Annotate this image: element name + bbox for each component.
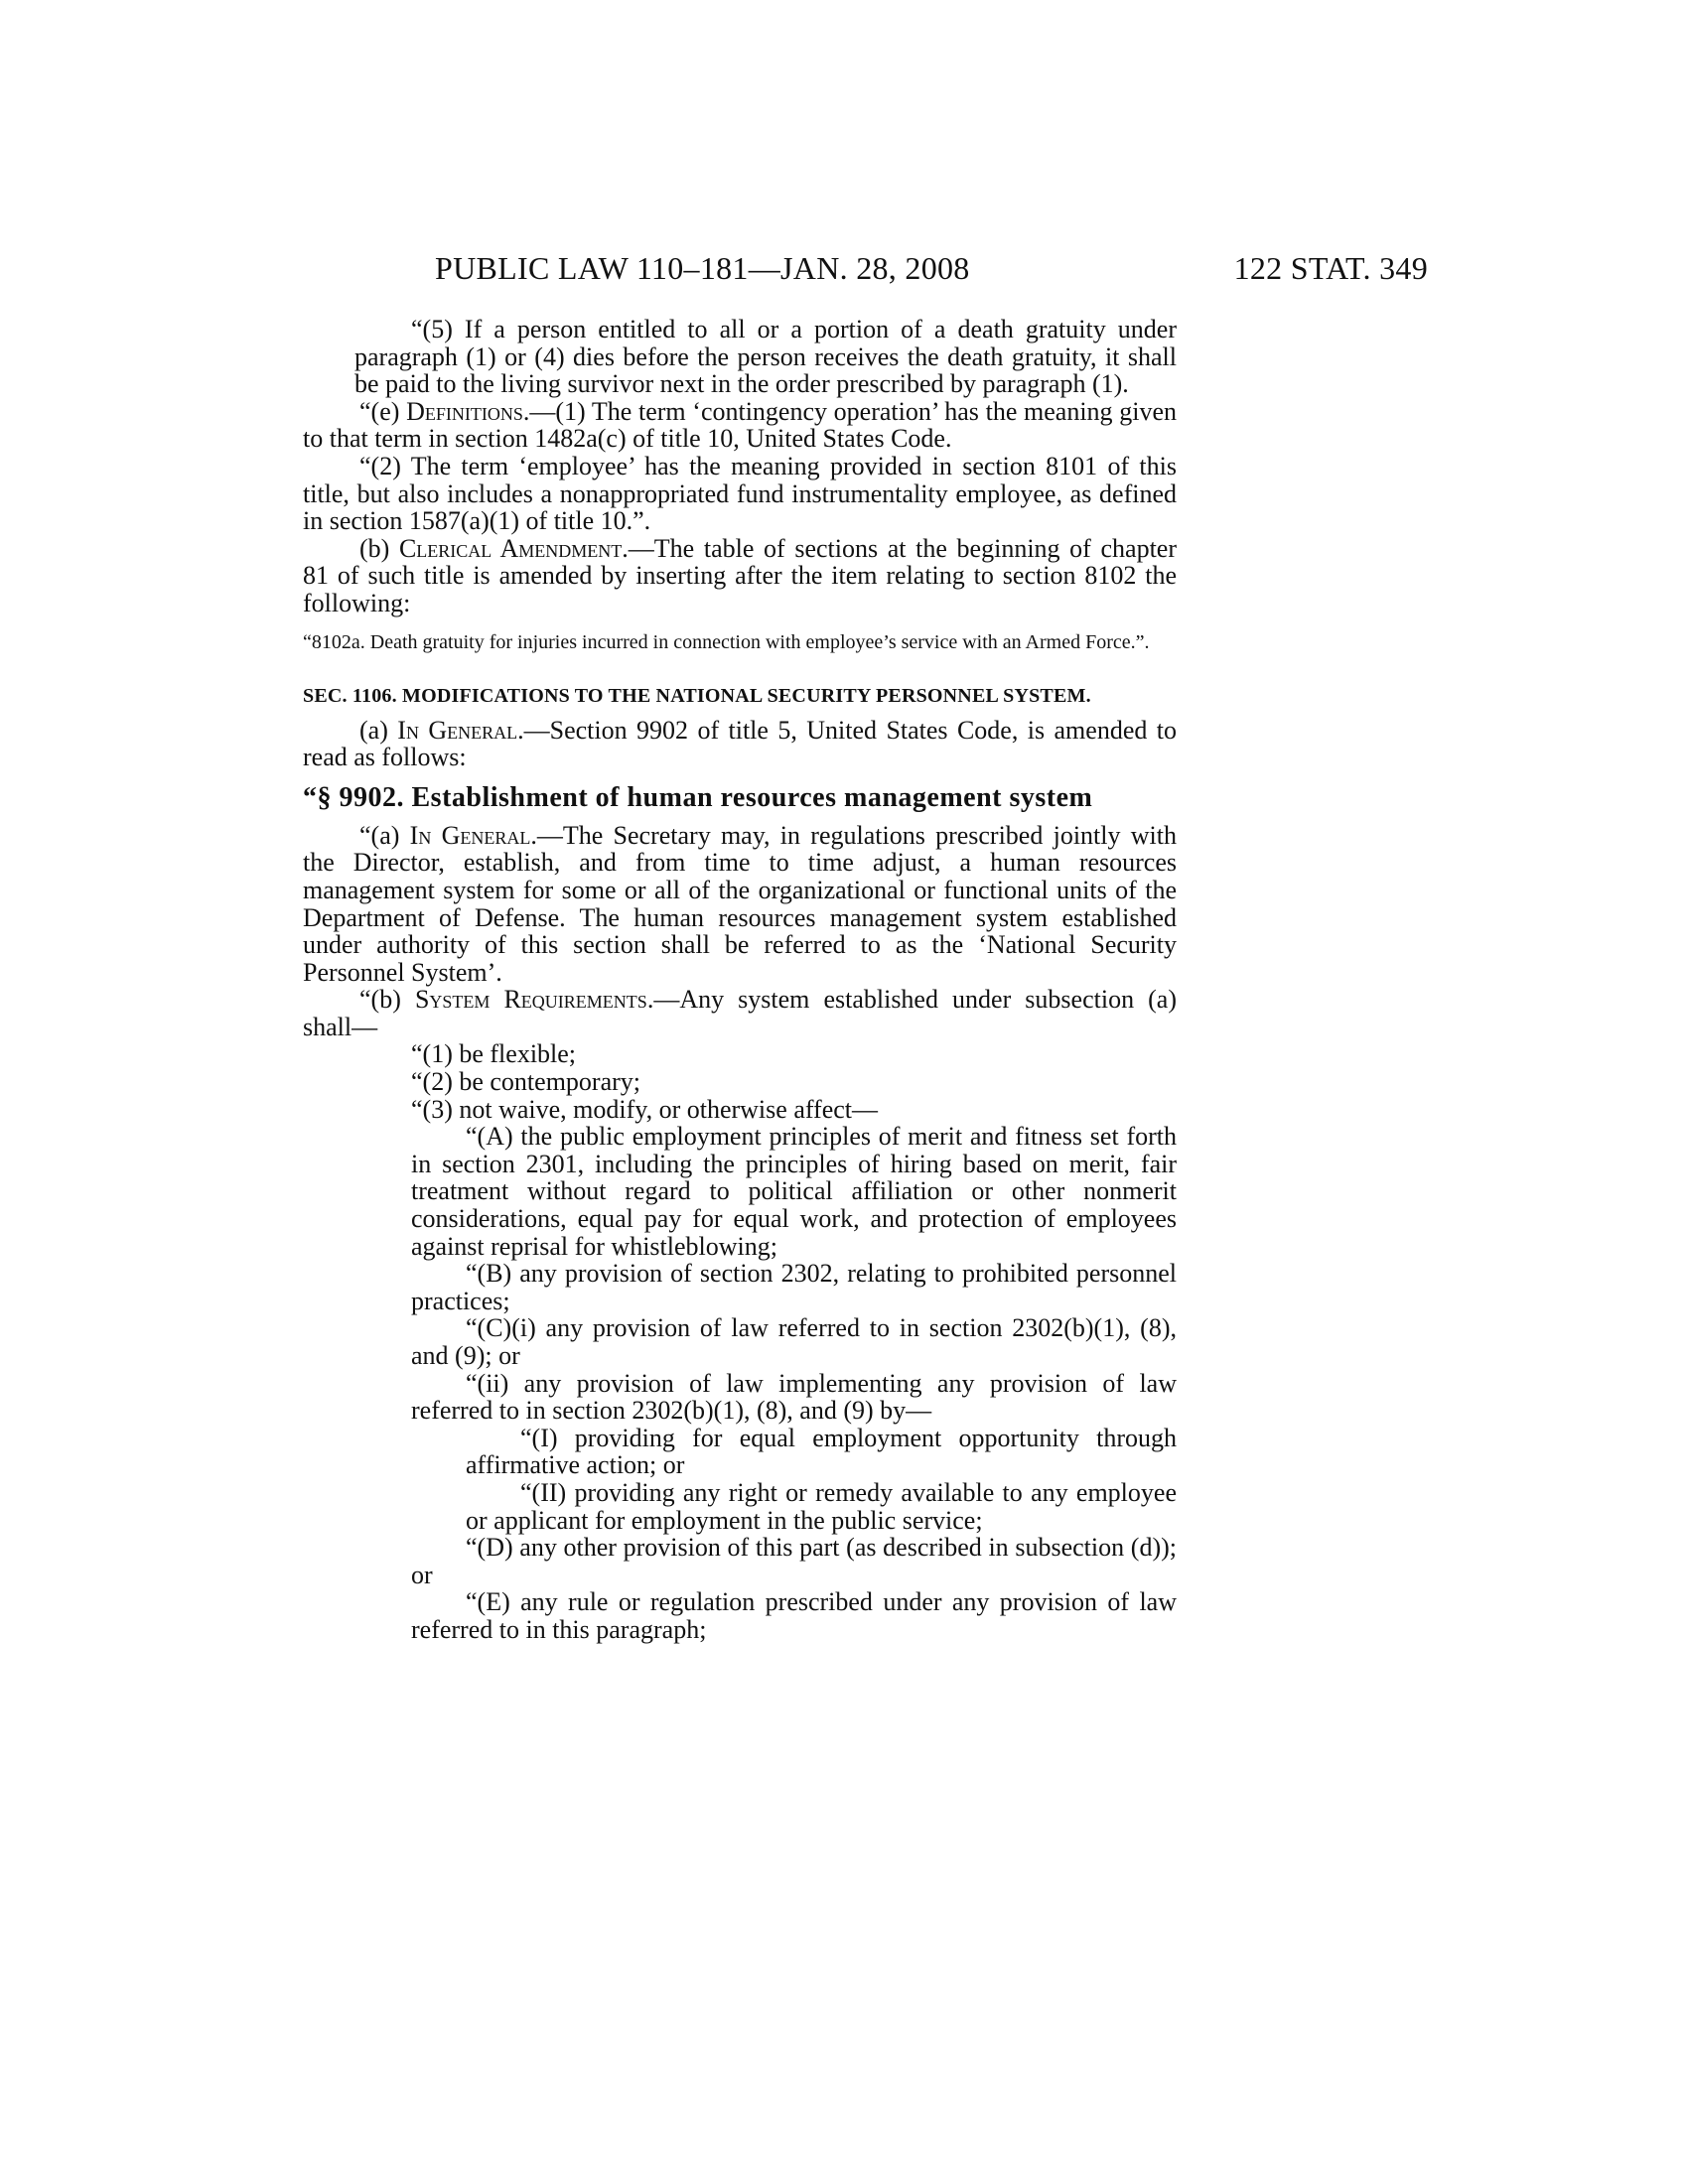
requirement-2: “(2) be contemporary;	[411, 1067, 641, 1097]
header-stat-page: 122 STAT. 349	[1233, 250, 1428, 286]
section-9902-subsection-b-heading: System Requirements	[414, 985, 647, 1015]
subclause-I: “(I) providing for equal employment opportunity through affirmative action; or	[466, 1423, 1177, 1480]
paragraph-5: “(5) If a person entitled to all or a portion of a death gratuity under paragraph (1) or (4) dies before the person receives the death gratuity, it shall be paid to the living survivor next in the order prescribed by paragraph (1).	[354, 315, 1177, 399]
subsection-b-clerical-amendment: (b) Clerical Amendment.—The table of sections at the beginning of chapter 81 of such title is amended by inserting after the item relating to section 8102 the following:	[303, 533, 1177, 617]
clause-D: “(D) any other provision of this part (as described in subsection (d)); or	[411, 1533, 1177, 1589]
definition-2-employee: “(2) The term ‘employee’ has the meaning provided in section 8101 of this title, but also includes a nonappropriated fund instrumentality employee, as defined in section 1587(a)(1) of title 10.”.	[303, 451, 1177, 536]
subsection-e-heading: Definitions	[406, 396, 523, 426]
subsection-e-definitions: “(e) Definitions.—(1) The term ‘contingency operation’ has the meaning given to that term in section 1482a(c) of title 10, United States Code.	[303, 396, 1177, 454]
section-9902-heading: “§ 9902. Establishment of human resources management system	[303, 781, 1093, 813]
subsection-a-heading: In General	[397, 715, 518, 745]
document-body	[303, 316, 1177, 1644]
clause-C-i: “(C)(i) any provision of law referred to in section 2302(b)(1), (8), and (9); or	[411, 1313, 1177, 1370]
subsection-a-in-general: (a) In General.—Section 9902 of title 5, United States Code, is amended to read as follows:	[303, 715, 1177, 772]
table-of-sections-item: “8102a. Death gratuity for injuries incurred in connection with employee’s service with an Armed Force.”.	[303, 630, 1150, 653]
requirement-3: “(3) not waive, modify, or otherwise affect—	[411, 1094, 879, 1124]
section-9902-subsection-a-heading: In General	[409, 820, 531, 850]
header-title: PUBLIC LAW 110–181—JAN. 28, 2008	[435, 250, 970, 286]
clause-C-ii: “(ii) any provision of law implementing any provision of law referred to in section 2302(b)(1), (8), and (9) by—	[411, 1368, 1177, 1426]
clause-A: “(A) the public employment principles of merit and fitness set forth in section 2301, including the principles of hiring based on merit, fair treatment without regard to political affiliation or other nonmerit considerations, equal pay for equal work, and protection of employees against reprisal for whistleblowing;	[411, 1122, 1177, 1261]
requirement-1: “(1) be flexible;	[411, 1039, 577, 1069]
clause-B: “(B) any provision of section 2302, relating to prohibited personnel practices;	[411, 1259, 1177, 1315]
section-9902-subsection-b: “(b) System Requirements.—Any system established under subsection (a) shall—	[303, 985, 1177, 1041]
clause-E: “(E) any rule or regulation prescribed under any provision of law referred to in this paragraph;	[411, 1587, 1177, 1644]
running-header	[435, 250, 1428, 290]
subsection-b-heading: Clerical Amendment	[398, 533, 623, 563]
section-1106-heading: SEC. 1106. MODIFICATIONS TO THE NATIONAL SECURITY PERSONNEL SYSTEM.	[303, 684, 1091, 707]
section-9902-subsection-a: “(a) In General.—The Secretary may, in regulations prescribed jointly with the Director, establish, and from time to time adjust, a human resources management system for some or all of the organizational or functional units of the Department of Defense. The human resources management system established under authority of this section shall be referred to as the ‘National Security Personnel System’.	[303, 820, 1177, 987]
subclause-II: “(II) providing any right or remedy available to any employee or applicant for employment in the public service;	[466, 1477, 1177, 1535]
